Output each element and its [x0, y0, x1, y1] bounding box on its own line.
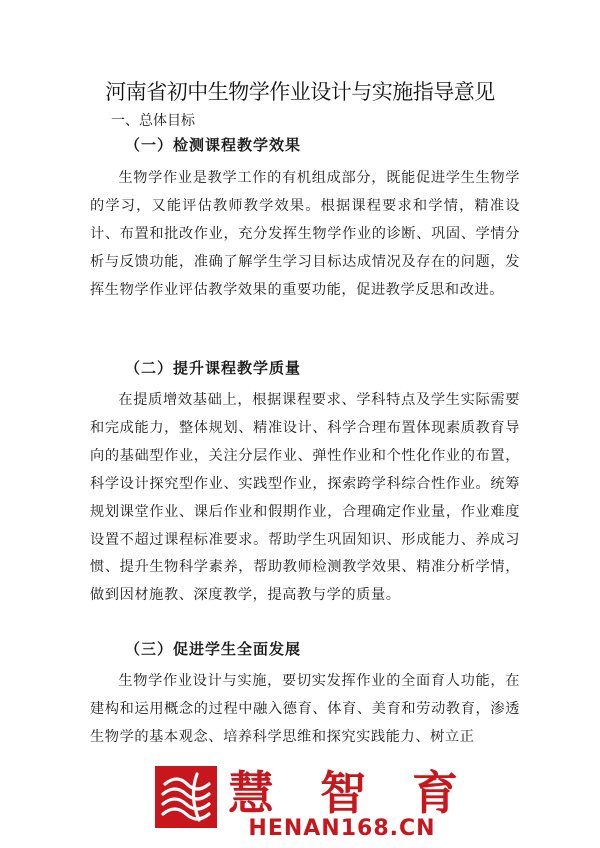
- document-title: 河南省初中生物学作业设计与实施指导意见: [105, 80, 495, 104]
- subsection-heading-1: （一）检测课程教学效果: [125, 136, 302, 154]
- subsection-heading-2: （二）提升课程教学质量: [125, 359, 302, 377]
- subsection-paragraph-3: 生物学作业设计与实施，要切实发挥作业的全面育人功能，在建构和运用概念的过程中融入德育、体育、美育和劳动教育，渗透生物学的基本观念、培养科学思维和探究实践能力、树立正: [90, 673, 520, 745]
- brand-url: HENAN168.CN: [248, 816, 436, 841]
- section-heading: 一、总体目标: [111, 113, 195, 129]
- brand-name: [228, 762, 458, 818]
- brand-char-3: 育: [412, 766, 458, 820]
- watermark-banner: [0, 760, 600, 848]
- subsection-paragraph-1: 生物学作业是教学工作的有机组成部分，既能促进学生生物学的学习，又能评估教师教学效果。根据课程要求和学情，精准设计、布置和批改作业，充分发挥生物学作业的诊断、巩固、学情分析与反馈功能，准确了解学生学习目标达成情况及存在的问题，发挥生物学作业评估教学效果的重要功能，促进教学反思和改进。: [90, 170, 520, 298]
- subsection-heading-3: （三）促进学生全面发展: [125, 640, 302, 658]
- brand-char-1: 慧: [228, 766, 274, 820]
- brand-logo-icon: [155, 766, 217, 828]
- brand-char-2: 智: [320, 766, 366, 820]
- subsection-paragraph-2: 在提质增效基础上，根据课程要求、学科特点及学生实际需要和完成能力，整体规划、精准设计、科学合理布置体现素质教育导向的基础型作业，关注分层作业、弹性作业和个性化作业的布置，科学设计探究型作业、实践型作业，探索跨学科综合性作业。统筹规划课堂作业、课后作业和假期作业，合理确定作业量，作业难度设置不超过课程标准要求。帮助学生巩固知识、形成能力、养成习惯、提升生物科学素养，帮助教师检测教学效果、精准分析学情，做到因材施教、深度教学，提高教与学的质量。: [90, 392, 520, 604]
